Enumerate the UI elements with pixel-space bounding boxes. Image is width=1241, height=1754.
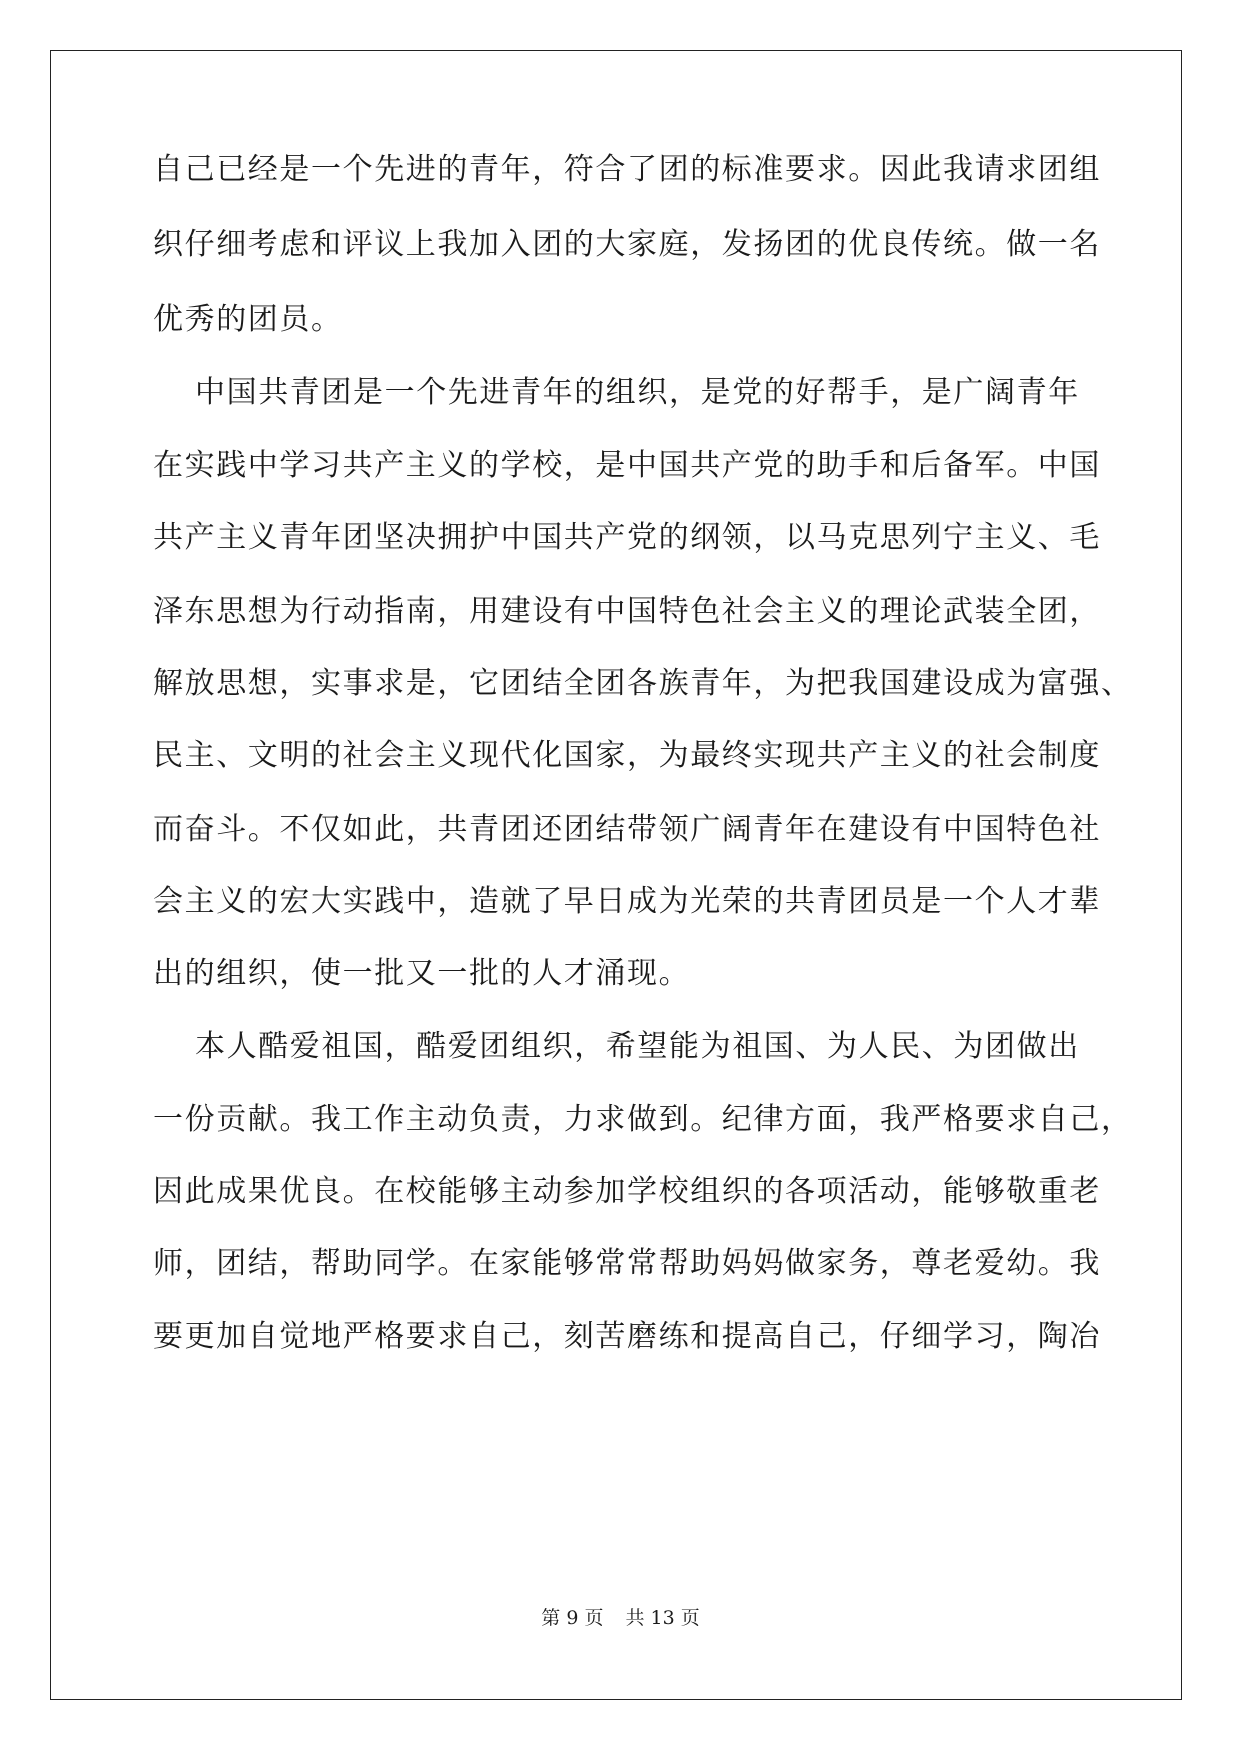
- text-line: 而奋斗。不仅如此，共青团还团结带领广阔青年在建设有中国特色社: [153, 812, 1101, 847]
- paragraph-first-line: 中国共青团是一个先进青年的组织，是党的好帮手，是广阔青年: [195, 375, 1080, 410]
- page-number-current: 第 9 页: [541, 1607, 604, 1629]
- text-line: 会主义的宏大实践中，造就了早日成为光荣的共青团员是一个人才辈: [153, 884, 1101, 919]
- page-number-total: 共 13 页: [625, 1607, 700, 1629]
- text-line: 泽东思想为行动指南，用建设有中国特色社会主义的理论武装全团，: [153, 594, 1101, 629]
- text-line: 因此成果优良。在校能够主动参加学校组织的各项活动，能够敬重老: [153, 1174, 1101, 1209]
- text-line: 织仔细考虑和评议上我加入团的大家庭，发扬团的优良传统。做一名: [153, 227, 1101, 262]
- text-line: 在实践中学习共产主义的学校，是中国共产党的助手和后备军。中国: [153, 448, 1101, 483]
- paragraph-first-line: 本人酷爱祖国，酷爱团组织，希望能为祖国、为人民、为团做出: [195, 1029, 1080, 1064]
- text-line: 解放思想，实事求是，它团结全团各族青年，为把我国建设成为富强、: [153, 666, 1133, 701]
- page-footer: [0, 1606, 1241, 1630]
- text-line: 共产主义青年团坚决拥护中国共产党的纲领，以马克思列宁主义、毛: [153, 520, 1101, 555]
- text-line: 优秀的团员。: [153, 302, 343, 337]
- text-line: 要更加自觉地严格要求自己，刻苦磨练和提高自己，仔细学习，陶冶: [153, 1319, 1101, 1354]
- text-line: 民主、文明的社会主义现代化国家，为最终实现共产主义的社会制度: [153, 738, 1101, 773]
- text-line: 师，团结，帮助同学。在家能够常常帮助妈妈做家务，尊老爱幼。我: [153, 1246, 1101, 1281]
- text-line: 出的组织，使一批又一批的人才涌现。: [153, 956, 691, 991]
- text-line: 自己已经是一个先进的青年，符合了团的标准要求。因此我请求团组: [153, 152, 1101, 187]
- text-line: 一份贡献。我工作主动负责，力求做到。纪律方面，我严格要求自己，: [153, 1102, 1133, 1137]
